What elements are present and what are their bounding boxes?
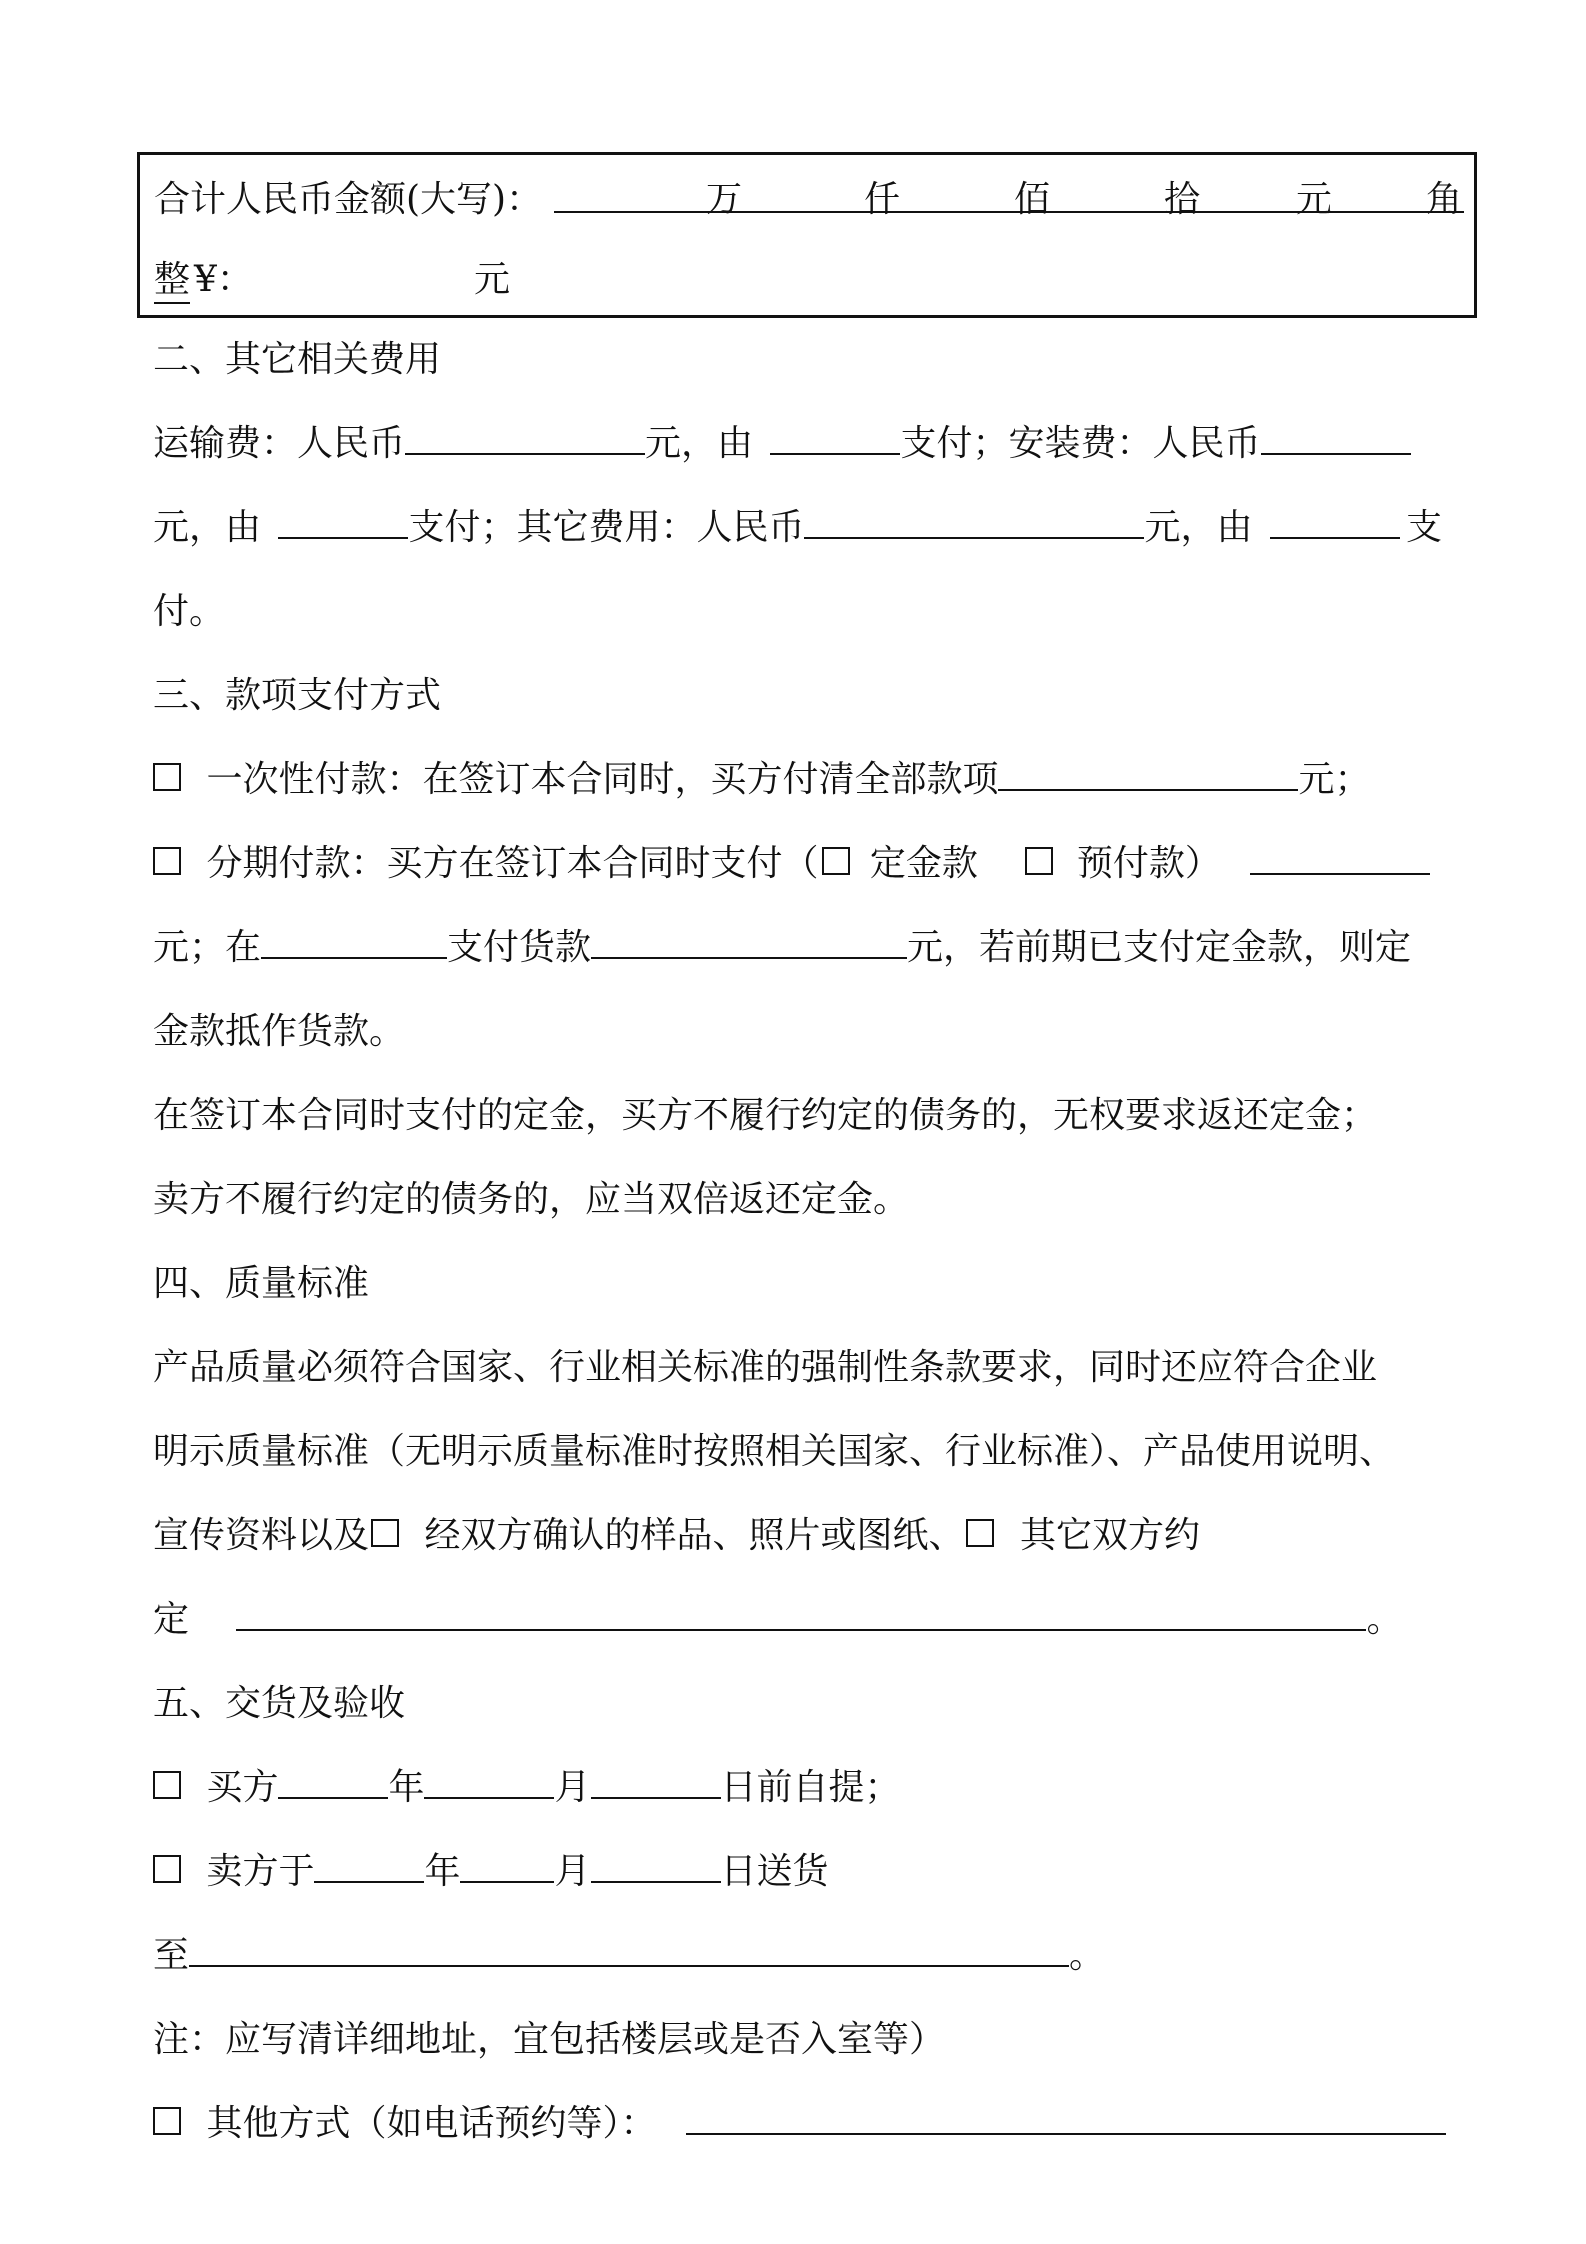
s5-heading-line [153, 1662, 1453, 1746]
text: 至 [153, 1935, 190, 1976]
lump-sum-checkbox[interactable] [153, 763, 181, 791]
pickup-checkbox[interactable] [153, 1771, 181, 1799]
s4-line-2 [153, 1410, 1453, 1494]
delivery-day-field[interactable] [591, 1847, 721, 1883]
s3-line-5 [153, 1074, 1453, 1158]
text: 其他方式（如电话预约等）： [206, 2103, 657, 2144]
amount-box [137, 152, 1477, 318]
s3-heading-line [153, 654, 1453, 738]
other-method-field[interactable] [686, 2099, 1446, 2135]
note-text: 注：应写清详细地址，宜包括楼层或是否入室等） [153, 2019, 946, 2060]
other-method-checkbox[interactable] [153, 2107, 181, 2135]
amount-row [154, 171, 1464, 227]
text: 运输费：人民币 [153, 423, 406, 464]
s2-heading: 二、其它相关费用 [153, 339, 442, 380]
text: 支付货款 [447, 927, 592, 968]
s2-line-1 [153, 402, 1453, 486]
text: 卖方不履行约定的债务的，应当双倍返还定金。 [153, 1179, 910, 1220]
zheng-text: 整 [154, 251, 190, 304]
prepayment-checkbox[interactable] [1025, 847, 1053, 875]
text: 元，由 [153, 507, 262, 548]
delivery-year-field[interactable] [314, 1847, 424, 1883]
text: 支付；其它费用：人民币 [408, 507, 805, 548]
payment-amount-field[interactable] [591, 923, 907, 959]
text: 元； [1298, 759, 1371, 800]
s4-line-4 [153, 1578, 1453, 1662]
s3-line-4 [153, 990, 1453, 1074]
transport-fee-field[interactable] [405, 419, 645, 455]
text: 宣传资料以及 [153, 1515, 370, 1556]
text: 付。 [153, 591, 226, 632]
pickup-day-field[interactable] [591, 1763, 721, 1799]
text: 支 [1405, 507, 1442, 548]
s5-delivery-address-line [153, 1914, 1453, 1998]
s5-heading: 五、交货及验收 [153, 1683, 406, 1724]
unit-bai: 佰 [1014, 179, 1051, 220]
unit-shi: 拾 [1164, 179, 1201, 220]
text: 月 [554, 1851, 591, 1892]
install-payer-field[interactable] [278, 503, 408, 539]
s4-heading-line [153, 1242, 1453, 1326]
text: 明示质量标准（无明示质量标准时按照相关国家、行业标准）、产品使用说明、 [153, 1431, 1396, 1472]
text: 其它双方约 [1019, 1515, 1200, 1556]
s4-heading: 四、质量标准 [153, 1263, 370, 1304]
text: 预付款） [1076, 843, 1221, 884]
s2-heading-line [153, 318, 1453, 402]
amount-label: 合计人民币金额(大写)： [154, 179, 543, 220]
s2-line-2 [153, 486, 1453, 570]
yen-yuan: 元 [474, 259, 511, 300]
yen-label: ¥： [194, 259, 253, 300]
sample-checkbox[interactable] [371, 1519, 399, 1547]
text: 日前自提； [720, 1767, 901, 1808]
text: 月 [554, 1767, 591, 1808]
text: 买方 [206, 1767, 279, 1808]
deposit-checkbox[interactable] [822, 847, 850, 875]
text: 分期付款：买方在签订本合同时支付（ [206, 843, 819, 884]
unit-wan: 万 [706, 179, 743, 220]
s4-line-3 [153, 1494, 1453, 1578]
text: 定 [153, 1599, 190, 1640]
text: 定金款 [869, 843, 978, 884]
s3-line-6 [153, 1158, 1453, 1242]
text: 一次性付款：在签订本合同时，买方付清全部款项 [206, 759, 999, 800]
s5-option-other [153, 2082, 1453, 2166]
unit-jiao: 角 [1426, 179, 1463, 220]
s3-line-3 [153, 906, 1453, 990]
text: 金款抵作货款。 [153, 1011, 406, 1052]
other-fee-field[interactable] [804, 503, 1144, 539]
other-payer-field[interactable] [1270, 503, 1400, 539]
text: 产品质量必须符合国家、行业相关标准的强制性条款要求，同时还应符合企业 [153, 1347, 1378, 1388]
installment-checkbox[interactable] [153, 847, 181, 875]
pickup-year-field[interactable] [278, 1763, 388, 1799]
s5-option-delivery [153, 1830, 1453, 1914]
lump-sum-amount-field[interactable] [998, 755, 1298, 791]
s3-heading: 三、款项支付方式 [153, 675, 442, 716]
text: 年 [424, 1851, 461, 1892]
pickup-month-field[interactable] [424, 1763, 554, 1799]
text: 元，若前期已支付定金款，则定 [907, 927, 1412, 968]
text: 支付；安装费：人民币 [900, 423, 1261, 464]
delivery-address-field[interactable] [189, 1931, 1069, 1967]
transport-payer-field[interactable] [770, 419, 900, 455]
delivery-checkbox[interactable] [153, 1855, 181, 1883]
text: 卖方于 [206, 1851, 315, 1892]
unit-qian: 仟 [864, 179, 901, 220]
text: 元，由 [1144, 507, 1253, 548]
text: 年 [388, 1767, 425, 1808]
delivery-month-field[interactable] [460, 1847, 554, 1883]
s3-option-lump-sum [153, 738, 1453, 822]
payment-date-field[interactable] [261, 923, 447, 959]
text: 日送货 [720, 1851, 829, 1892]
other-agreement-checkbox[interactable] [966, 1519, 994, 1547]
installment-amount-field[interactable] [1250, 839, 1430, 875]
s3-option-installment [153, 822, 1453, 906]
s2-line-3 [153, 570, 1453, 654]
text: 经双方确认的样品、照片或图纸、 [424, 1515, 965, 1556]
text: 元；在 [153, 927, 262, 968]
text: 在签订本合同时支付的定金，买方不履行约定的债务的，无权要求返还定金； [153, 1095, 1378, 1136]
text: 元，由 [645, 423, 754, 464]
text: 。 [1366, 1599, 1403, 1640]
install-fee-field[interactable] [1261, 419, 1411, 455]
other-agreement-field[interactable] [236, 1595, 1366, 1631]
s5-option-pickup [153, 1746, 1453, 1830]
s5-note-line [153, 1998, 1453, 2082]
s4-line-1 [153, 1326, 1453, 1410]
text: 。 [1069, 1935, 1106, 1976]
unit-yuan: 元 [1296, 179, 1333, 220]
